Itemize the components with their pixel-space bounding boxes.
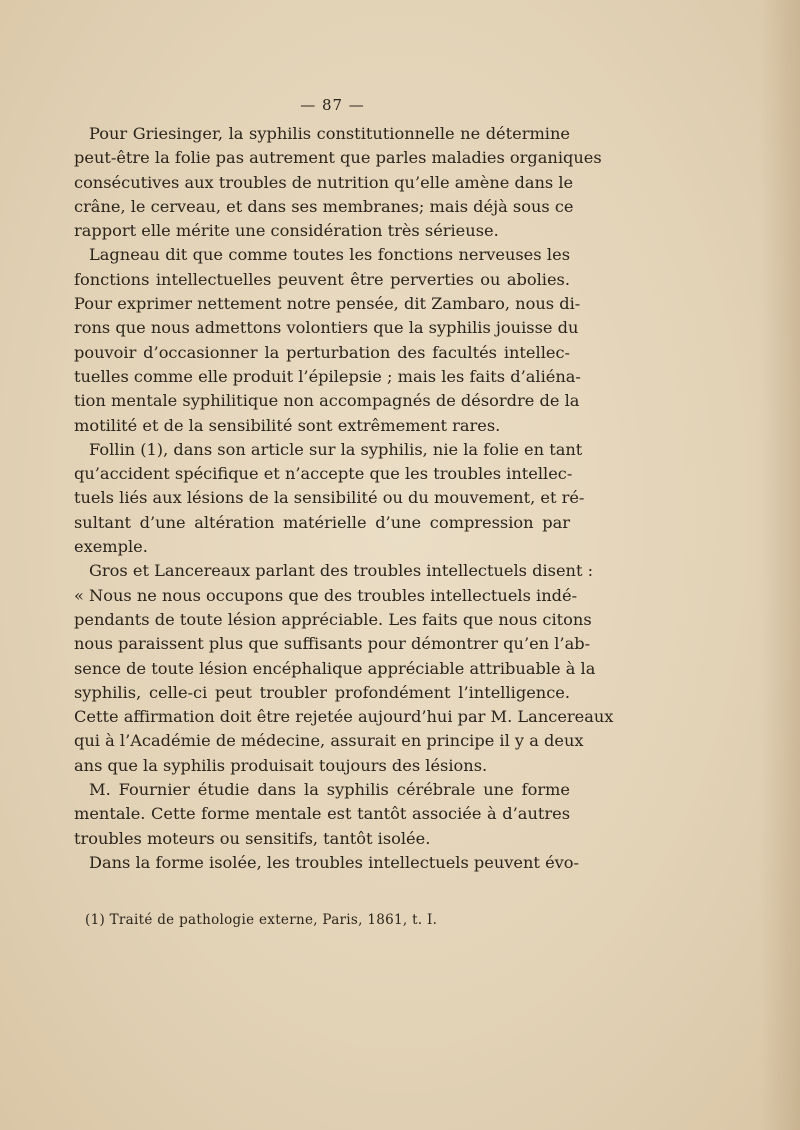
text-line: syphilis, celle-ci peut troubler profondément l’intelligence. [74,682,570,702]
text-line: fonctions intellectuelles peuvent être perverties ou abolies. [74,269,570,289]
text-line: Pour Griesinger, la syphilis constitutionnelle ne détermine [89,124,570,143]
text-line: qui à l’Académie de médecine, assurait en principe il y a deux [74,731,584,751]
text-line: pendants de toute lésion appréciable. Les faits que nous citons [74,609,592,629]
text-line: Lagneau dit que comme toutes les fonctions nerveuses les [89,245,570,265]
footnote: (1) Traité de pathologie externe, Paris, 1861, t. I. [85,912,438,928]
text-line: peut-être la folie pas autrement que parles maladies organiques [74,148,602,168]
text-line: Dans la forme isolée, les troubles intellectuels peuvent évo- [89,852,580,872]
text-line: « Nous ne nous occupons que des troubles intellectuels indé- [74,585,578,605]
text-line: tuels liés aux lésions de la sensibilité ou du mouvement, et ré- [74,488,585,508]
text-line: ans que la syphilis produisait toujours des lésions. [74,755,488,775]
text-line: M. Fournier étudie dans la syphilis cérébrale une forme [89,780,570,800]
text-line: troubles moteurs ou sensitifs, tantôt isolée. [74,828,431,848]
text-line: exemple. [74,537,148,557]
text-line: sence de toute lésion encéphalique appréciable attribuable à la [74,658,596,678]
text-line: sultant d’une altération matérielle d’une compression par [74,512,570,532]
body-text [74,122,614,875]
page-number: — 87 — [300,96,365,114]
text-line: crâne, le cerveau, et dans ses membranes; mais déjà sous ce [74,196,574,216]
text-line: Follin (1), dans son article sur la syphilis, nie la folie en tant [89,439,583,459]
text-line: Gros et Lancereaux parlant des troubles intellectuels disent : [89,561,594,581]
text-line: pouvoir d’occasionner la perturbation des facultés intellec- [74,342,570,362]
text-line: tion mentale syphilitique non accompagnés de désordre de la [74,391,580,411]
text-line: qu’accident spécifique et n’accepte que les troubles intellec- [74,464,573,484]
text-line: mentale. Cette forme mentale est tantôt associée à d’autres [74,804,570,824]
text-line: motilité et de la sensibilité sont extrêmement rares. [74,415,501,435]
text-line: consécutives aux troubles de nutrition qu’elle amène dans le [74,172,574,192]
text-line: rons que nous admettons volontiers que la syphilis jouisse du [74,318,579,338]
text-line: tuelles comme elle produit l’épilepsie ; mais les faits d’aliéna- [74,366,581,386]
text-line: Pour exprimer nettement notre pensée, dit Zambaro, nous di- [74,294,581,314]
text-line: Cette affirmation doit être rejetée aujourd’hui par M. Lancereaux [74,707,614,727]
text-line: nous paraissent plus que suffisants pour démontrer qu’en l’ab- [74,634,591,654]
text-line: rapport elle mérite une considération très sérieuse. [74,221,499,241]
